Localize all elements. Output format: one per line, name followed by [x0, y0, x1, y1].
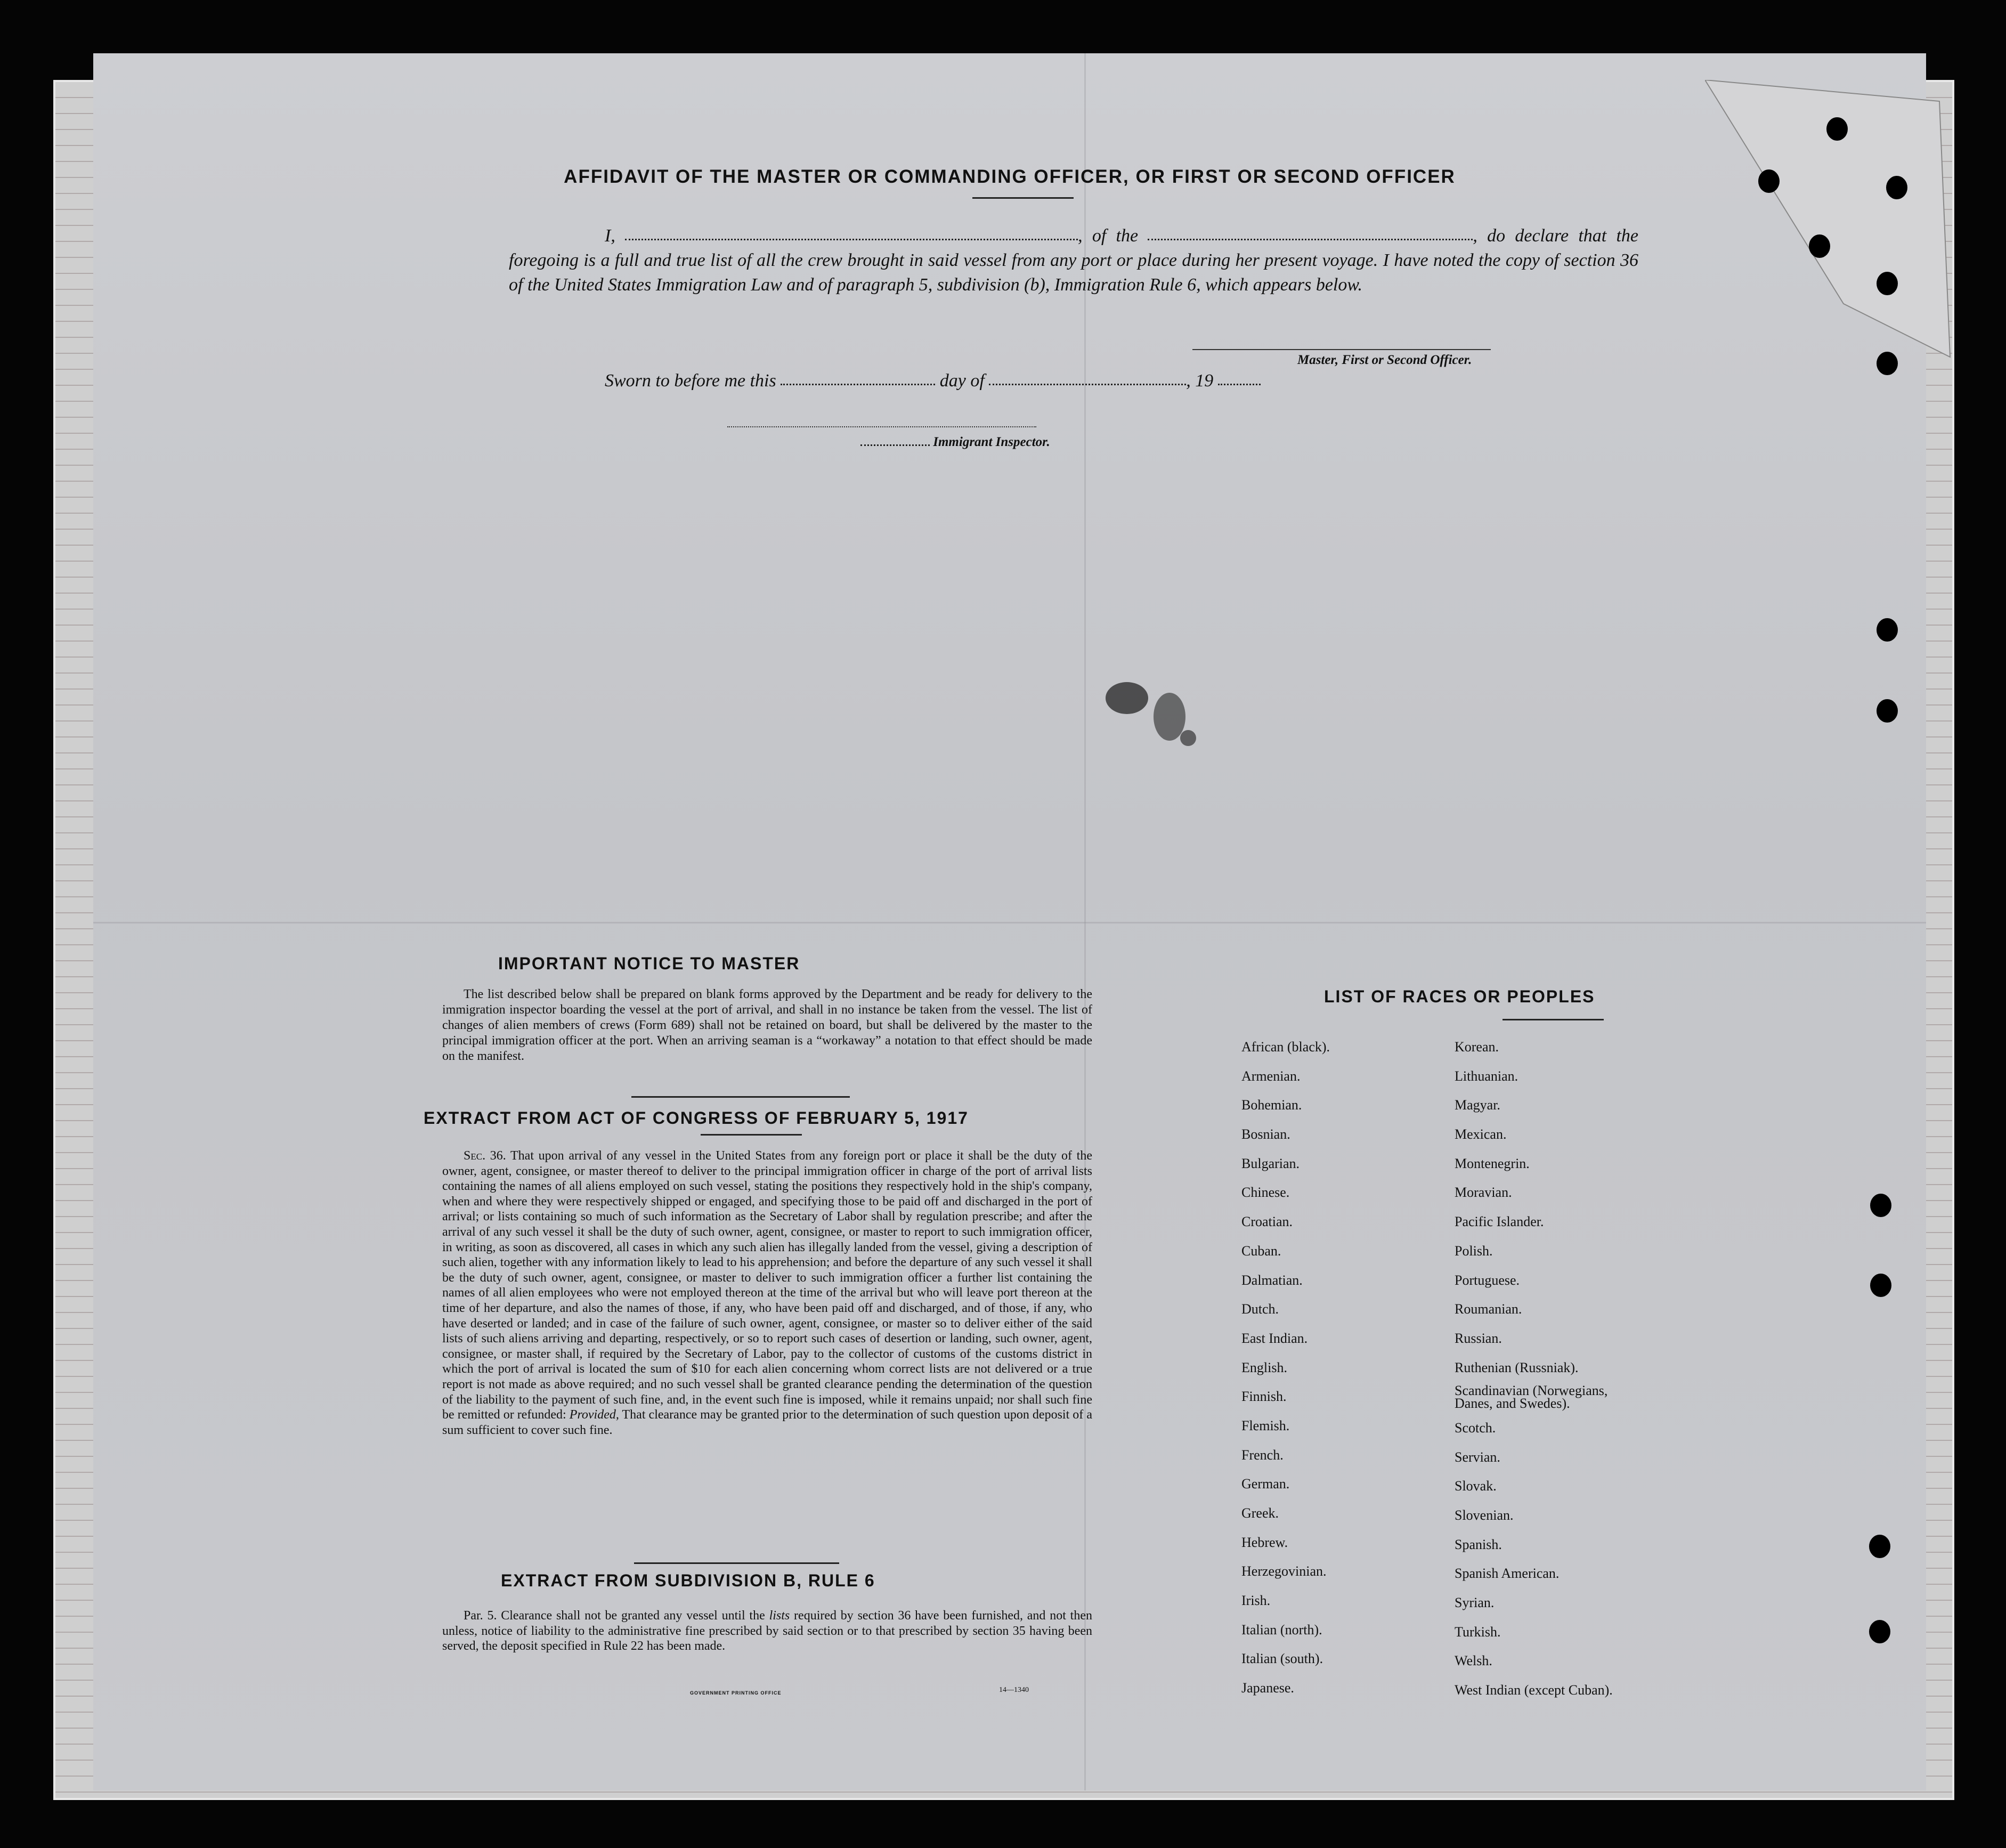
ink-stain [1106, 682, 1148, 714]
binder-hole [1758, 169, 1780, 193]
races-list-left [1241, 1033, 1330, 1703]
extract-act-end-rule [634, 1562, 839, 1564]
sworn-prefix: Sworn to before me this [605, 371, 776, 391]
race-item: Bosnian. [1241, 1126, 1290, 1142]
race-item: Spanish. [1455, 1536, 1502, 1552]
race-item: Scandinavian (Norwegians, Danes, and Swedes). [1455, 1383, 1608, 1412]
race-item: Italian (south). [1241, 1651, 1323, 1667]
ink-stain [1154, 693, 1185, 741]
vertical-fold [1084, 53, 1086, 1790]
affidavit-text [509, 224, 1638, 297]
sworn-year-field[interactable] [1218, 379, 1261, 385]
par-prefix: Par. 5. Clearance shall not be granted any vessel until the [464, 1609, 765, 1623]
extract-act-rule [701, 1134, 802, 1136]
horizontal-fold [93, 922, 1926, 923]
extract-act-body-end: That clearance may be granted prior to the determination of such question upon deposit of a sum sufficient to cover such fine. [442, 1408, 1092, 1437]
extract-act-title: EXTRACT FROM ACT OF CONGRESS OF FEBRUARY 5, 1917 [424, 1108, 969, 1128]
sworn-month-field[interactable] [989, 379, 1186, 385]
race-item: Italian (north). [1241, 1622, 1322, 1638]
vessel-name-field[interactable] [1148, 234, 1473, 240]
printer-imprint: GOVERNMENT PRINTING OFFICE [690, 1690, 782, 1696]
race-item: Slovenian. [1455, 1507, 1514, 1523]
race-item: Japanese. [1241, 1680, 1294, 1696]
race-item: Hebrew. [1241, 1534, 1288, 1550]
section-label: Sec. 36. [464, 1149, 506, 1163]
inspector-signature-line[interactable] [727, 426, 1036, 427]
race-item: Flemish. [1241, 1417, 1290, 1433]
race-item: Spanish American. [1455, 1566, 1560, 1582]
race-item: Syrian. [1455, 1595, 1495, 1611]
extract-act-body: That upon arrival of any vessel in the United States from any foreign port or place it shall be the duty of the owner, agent, consignee, or master thereof to deliver to the principal immigration officer in charge of the port of arrival lists containing the names of all aliens employed on such vessel, stating the positions they respectively hold in the ship's company, when and where they were respectively shipped or engaged, and specifying those to be paid off and discharged in the port of arrival; or lists containing so much of such information as the Secretary of Labor shall by regulation prescribe; and after the arrival of any such vessel it shall be the duty of such owner, agent, consignee, or master to report to such immigration officer, in writing, as soon as discovered, all cases in which any such alien has illegally landed from the vessel, giving a description of such alien, together with any information likely to lead to his apprehension; and before the departure of any such vessel it shall be the duty of such owner, agent, consignee, or master to deliver to such immigration officer a further list containing the names of all alien employees who were not employed thereon at the time of the arrival but who will leave port thereon at the time of her departure, and also the names of those, if any, who have been paid off and discharged, and of those, if any, who have deserted or landed; and in case of the failure of such owner, agent, consignee, or master so to deliver either of the said lists of such aliens arriving and departing, respectively, or so to report such cases of desertion or landing, such owner, agent, consignee, or master shall, if required by the Secretary of Labor, pay to the collector of customs of the customs district in which the port of arrival is located the sum of $10 for each alien concerning whom correct lists are not delivered or a true report is not made as above required; and no such vessel shall be granted clearance pending the determination of the question of the liability to the payment of such fine, and, in the event such fine is imposed, while it remains unpaid; nor shall such fine be remitted or refunded: [442, 1149, 1092, 1422]
notice-text: The list described below shall be prepared on blank forms approved by the Department and be ready for delivery to the immigration inspector boarding the vessel at the port of arrival, and shall in no instance be taken from the vessel. The list of changes of alien members of crews (Form 689) shall not be retained on board, but shall be delivered by the master to the principal immigration officer at the port. When an arriving seaman is a “workaway” a notation to that effect should be made on the manifest. [442, 987, 1092, 1063]
provided-word: Provided, [569, 1408, 619, 1422]
form-number: 14—1340 [999, 1686, 1029, 1694]
race-item: Turkish. [1455, 1624, 1501, 1640]
binder-hole [1826, 117, 1848, 141]
race-item: Lithuanian. [1455, 1068, 1518, 1084]
race-item: Chinese. [1241, 1185, 1290, 1201]
race-item: Dutch. [1241, 1301, 1279, 1317]
race-item: Roumanian. [1455, 1301, 1522, 1317]
affidavit-title: AFFIDAVIT OF THE MASTER OR COMMANDING OFFICER, OR FIRST OR SECOND OFFICER [564, 166, 1456, 187]
race-item: Finnish. [1241, 1389, 1287, 1405]
binder-hole [1877, 618, 1898, 642]
inspector-label [860, 435, 1050, 450]
binder-hole [1877, 352, 1898, 375]
affidavit-i: I, [605, 226, 615, 246]
race-item: Portuguese. [1455, 1272, 1520, 1288]
race-item: German. [1241, 1476, 1290, 1492]
race-item: Pacific Islander. [1455, 1214, 1544, 1230]
ink-stain [1180, 730, 1196, 746]
binder-hole [1869, 1620, 1890, 1643]
race-item: Montenegrin. [1455, 1155, 1530, 1171]
manifest-back-page [93, 53, 1926, 1790]
binder-hole [1870, 1194, 1891, 1217]
race-item: Bohemian. [1241, 1097, 1302, 1113]
races-title: LIST OF RACES OR PEOPLES [1324, 987, 1595, 1006]
race-item: Herzegovinian. [1241, 1563, 1327, 1579]
notice-rule [631, 1096, 850, 1098]
race-item: Croatian. [1241, 1214, 1293, 1230]
race-item: English. [1241, 1359, 1287, 1375]
races-list-right [1455, 1033, 1646, 1705]
race-item: Magyar. [1455, 1097, 1500, 1113]
binder-hole [1877, 699, 1898, 723]
inspector-label-text: Immigrant Inspector. [933, 435, 1050, 449]
inspector-dots [860, 440, 930, 446]
race-item: Ruthenian (Russniak). [1455, 1359, 1579, 1375]
race-item: West Indian (except Cuban). [1455, 1682, 1613, 1698]
race-item: Polish. [1455, 1243, 1493, 1259]
extract-rule-text [442, 1608, 1092, 1654]
race-item: Slovak. [1455, 1478, 1497, 1494]
extract-rule-title: EXTRACT FROM SUBDIVISION B, RULE 6 [501, 1571, 875, 1590]
master-signature-line[interactable] [1192, 349, 1491, 350]
race-item: Dalmatian. [1241, 1272, 1303, 1288]
race-item: Russian. [1455, 1330, 1502, 1346]
races-rule [1503, 1019, 1604, 1020]
race-item: Armenian. [1241, 1068, 1301, 1084]
race-item: Scotch. [1455, 1420, 1496, 1436]
race-item: African (black). [1241, 1039, 1330, 1055]
officer-name-field[interactable] [625, 234, 1078, 240]
affidavit-title-rule [972, 197, 1074, 199]
binder-hole [1877, 272, 1898, 295]
notice-title: IMPORTANT NOTICE TO MASTER [498, 954, 800, 973]
affidavit-of-the: , of the [1078, 226, 1139, 246]
binder-hole [1870, 1274, 1891, 1297]
race-item: French. [1241, 1447, 1284, 1463]
sworn-day-label: day of [939, 371, 985, 391]
race-item: Korean. [1455, 1039, 1499, 1055]
affidavit-declaration: that the foregoing is a full and true list of all the crew brought in said vessel from any port or place during her present voyage. I have noted the copy of section 36 of the United States Immigration Law and of paragraph 5, subdivision (b), Immigration Rule 6, which appears below. [509, 226, 1639, 295]
race-item: Greek. [1241, 1505, 1279, 1521]
race-item: Irish. [1241, 1593, 1271, 1609]
affidavit-do-declare: , do declare [1473, 226, 1569, 246]
binder-hole [1869, 1535, 1890, 1558]
race-item: East Indian. [1241, 1330, 1308, 1346]
sworn-day-field[interactable] [781, 379, 935, 385]
race-item: Servian. [1455, 1449, 1500, 1465]
race-item: Bulgarian. [1241, 1155, 1300, 1171]
extract-rule-body: required by section 36 have been furnished, and not then unless, notice of liability to the administrative fine prescribed by said section or to that prescribed by section 35 having been served, the deposit specified in Rule 22 has been made. [442, 1609, 1093, 1654]
sworn-year-label: , 19 [1186, 371, 1214, 391]
race-item: Mexican. [1455, 1126, 1507, 1142]
binder-hole [1809, 234, 1830, 258]
race-item: Cuban. [1241, 1243, 1281, 1259]
lists-word: lists [769, 1609, 790, 1623]
race-item: Welsh. [1455, 1653, 1492, 1669]
race-item: Moravian. [1455, 1185, 1512, 1201]
master-signature-label: Master, First or Second Officer. [1297, 353, 1472, 367]
binder-hole [1886, 176, 1907, 199]
extract-act-text [442, 1148, 1092, 1438]
sworn-statement [605, 371, 1261, 391]
